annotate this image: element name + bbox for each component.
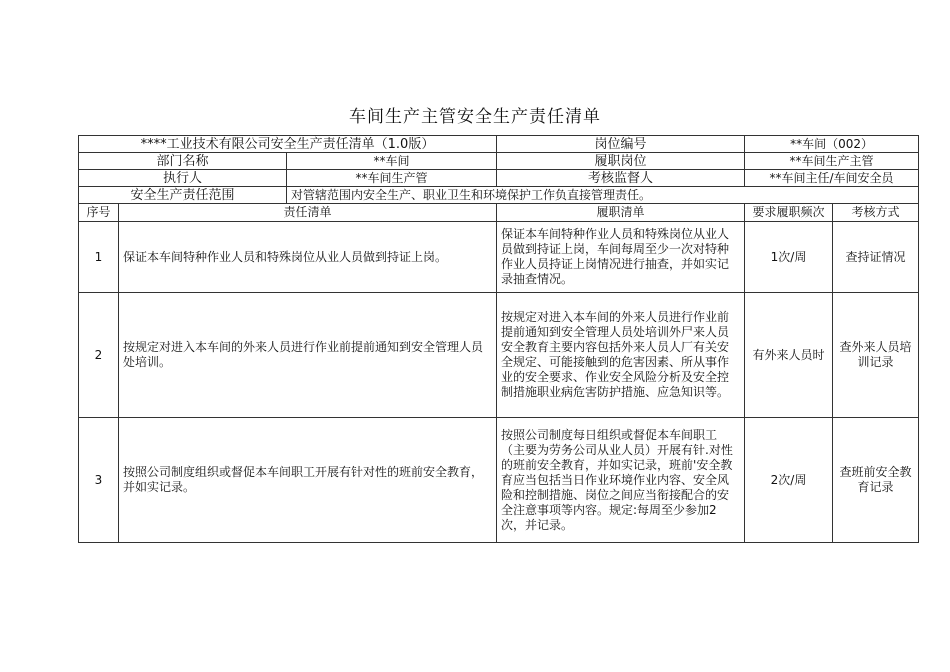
row-perform: 按规定对进入本车间的外来人员进行作业前提前通知到安全管理人员处培训外尸来人员安全教育主要内容包括外来人员人厂有关安全规定、可能接触到的危害因素、所从事作业的安全要求、作业安全风险分析及安全控制措施职业病危害防护措施、应急知识等。 xyxy=(497,293,745,418)
row-duty: 保证本车间特种作业人员和特殊岗位从业人员做到持证上岗。 xyxy=(119,222,497,293)
row-assess: 查持证情况 xyxy=(833,222,919,293)
scope-label: 安全生产责任范围 xyxy=(79,187,287,204)
table-row xyxy=(79,293,919,418)
header-row-executor xyxy=(79,170,919,187)
executor-value: **车间生产管 xyxy=(287,170,497,187)
row-assess: 查班前安全教育记录 xyxy=(833,418,919,543)
supervisor-label: 考核监督人 xyxy=(497,170,745,187)
supervisor-value: **车间主任/车间安全员 xyxy=(745,170,919,187)
company-list-name: ****工业技术有限公司安全生产责任清单（1.0版） xyxy=(79,136,497,153)
row-duty: 按照公司制度组织或督促本车间职工开展有针对性的班前安全教育，并如实记录。 xyxy=(119,418,497,543)
row-no: 1 xyxy=(79,222,119,293)
column-header-row xyxy=(79,204,919,222)
duty-post-value: **车间生产主管 xyxy=(745,153,919,170)
header-row-scope xyxy=(79,187,919,204)
position-no-label: 岗位编号 xyxy=(497,136,745,153)
duty-post-label: 履职岗位 xyxy=(497,153,745,170)
col-duty: 责任清单 xyxy=(119,204,497,222)
position-no-value: **车间（002） xyxy=(745,136,919,153)
dept-label: 部门名称 xyxy=(79,153,287,170)
row-duty: 按规定对进入本车间的外来人员进行作业前提前通知到安全管理人员处培训。 xyxy=(119,293,497,418)
col-perform: 履职清单 xyxy=(497,204,745,222)
row-assess: 查外来人员培训记录 xyxy=(833,293,919,418)
row-perform: 按照公司制度每日组织或督促本车间职工（主要为劳务公司从业人员）开展有针.对性的班前安全教育，并如实记录，班前'安全教育应当包括当日作业环境作业内容、安全风险和控制措施、岗位之间应当衔接配合的安全注意事项等内容。规定:每周至少参加2次，并记录。 xyxy=(497,418,745,543)
responsibility-table xyxy=(78,135,919,543)
scope-value: 对管辖范围内安全生产、职业卫生和环境保护工作负直接管理责任。 xyxy=(287,187,919,204)
row-perform: 保证本车间特种作业人员和特殊岗位从业人员做到持证上岗，车间每周至少一次对特种作业人员持证上岗情况进行抽查，并如实记录抽查情况。 xyxy=(497,222,745,293)
col-freq: 要求履职频次 xyxy=(745,204,833,222)
row-freq: 1次/周 xyxy=(745,222,833,293)
row-no: 2 xyxy=(79,293,119,418)
row-no: 3 xyxy=(79,418,119,543)
header-row-dept xyxy=(79,153,919,170)
row-freq: 2次/周 xyxy=(745,418,833,543)
col-no: 序号 xyxy=(79,204,119,222)
page-title: 车间生产主管安全生产责任清单 xyxy=(349,107,601,127)
dept-value: **车间 xyxy=(287,153,497,170)
table-row xyxy=(79,418,919,543)
executor-label: 执行人 xyxy=(79,170,287,187)
table-row xyxy=(79,222,919,293)
col-assess: 考核方式 xyxy=(833,204,919,222)
row-freq: 有外来人员时 xyxy=(745,293,833,418)
header-row-company xyxy=(79,136,919,153)
